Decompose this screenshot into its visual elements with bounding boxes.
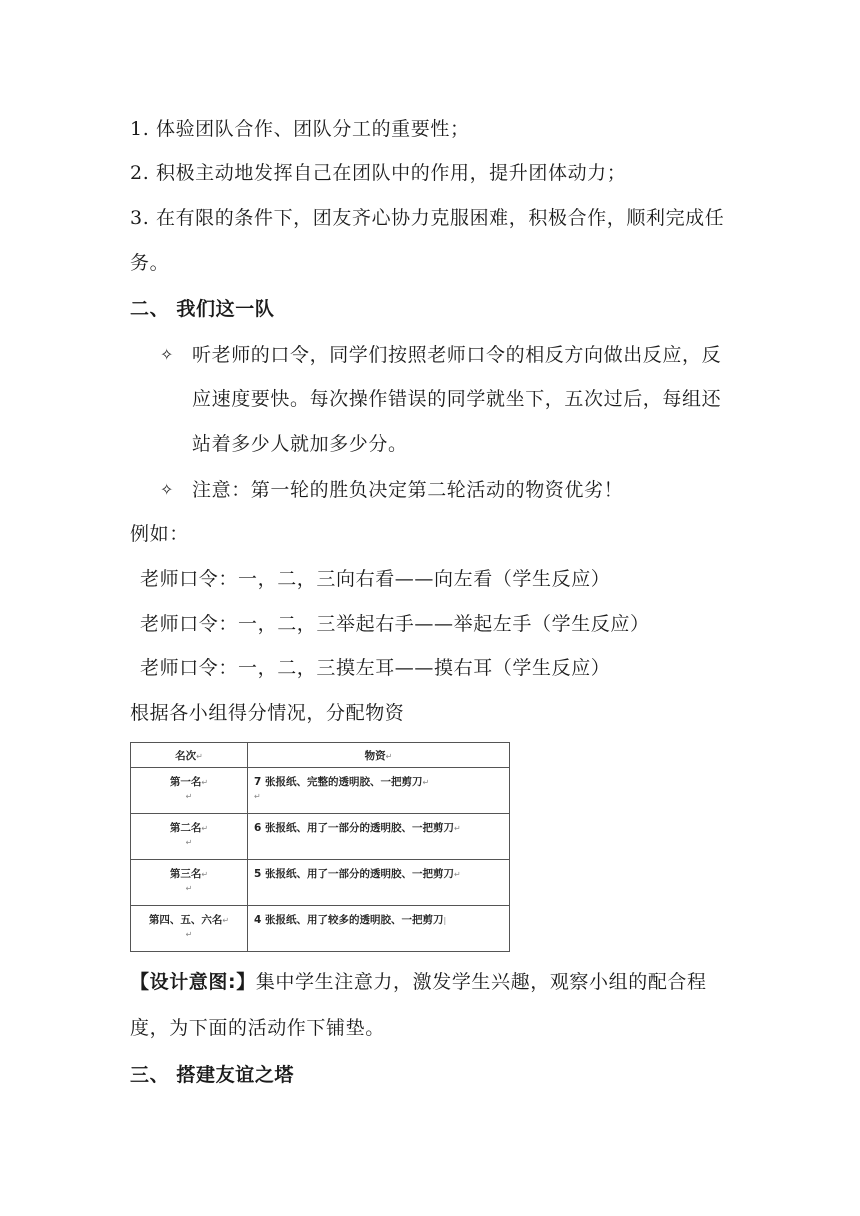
design-intent-text: 集中学生注意力，激发学生兴趣，观察小组的配合程 <box>255 971 707 993</box>
table-header-supplies: 物资↵ <box>248 743 510 768</box>
table-cell-rank: 第四、五、六名↵ ↵ <box>131 906 248 952</box>
example-2: 老师口令：一，二，三举起右手——举起左手（学生反应） <box>140 613 650 635</box>
section-heading-3: 三、 搭建友谊之塔 <box>130 1064 295 1086</box>
design-intent-label: 【设计意图:】 <box>130 971 256 993</box>
example-3: 老师口令：一，二，三摸左耳——摸右耳（学生反应） <box>140 657 611 679</box>
table-cell-supplies: 6 张报纸、用了一部分的透明胶、一把剪刀↵ <box>248 814 510 860</box>
table-row <box>131 814 510 860</box>
bullet-1-line-1: 听老师的口令，同学们按照老师口令的相反方向做出反应，反 <box>192 344 722 366</box>
table-row <box>131 906 510 952</box>
allocation-table <box>130 742 510 952</box>
table-header-row <box>131 743 510 768</box>
design-intent-line-1 <box>130 970 707 994</box>
objective-2: 2. 积极主动地发挥自己在团队中的作用，提升团体动力； <box>130 162 627 184</box>
diamond-bullet-icon: ✧ <box>160 480 174 499</box>
table-cell-rank: 第二名↵ ↵ <box>131 814 248 860</box>
table-cell-supplies: 5 张报纸、用了一部分的透明胶、一把剪刀↵ <box>248 860 510 906</box>
design-intent-line-2: 度，为下面的活动作下铺垫。 <box>130 1017 385 1039</box>
table-cell-rank: 第三名↵ ↵ <box>131 860 248 906</box>
bullet-1-line-2: 应速度要快。每次操作错误的同学就坐下，五次过后，每组还 <box>192 388 722 410</box>
table-row <box>131 768 510 814</box>
table-cell-supplies: 7 张报纸、完整的透明胶、一把剪刀↵ ↵ <box>248 768 510 814</box>
example-1: 老师口令：一，二，三向右看——向左看（学生反应） <box>140 568 611 590</box>
table-header-rank: 名次↵ <box>131 743 248 768</box>
objective-3: 3. 在有限的条件下，团友齐心协力克服困难，积极合作，顺利完成任 <box>130 207 725 229</box>
allocation-intro: 根据各小组得分情况，分配物资 <box>130 702 405 724</box>
table-row <box>131 860 510 906</box>
bullet-1-line-3: 站着多少人就加多少分。 <box>192 433 408 455</box>
example-label: 例如： <box>130 523 189 545</box>
table-cell-rank: 第一名↵ ↵ <box>131 768 248 814</box>
objective-3-continued: 务。 <box>130 252 170 274</box>
objective-1: 1. 体验团队合作、团队分工的重要性； <box>130 118 470 140</box>
diamond-bullet-icon: ✧ <box>160 345 174 364</box>
section-heading-2: 二、 我们这一队 <box>130 298 275 320</box>
table-cell-supplies: 4 张报纸、用了较多的透明胶、一把剪刀| <box>248 906 510 952</box>
bullet-2-note: 注意：第一轮的胜负决定第二轮活动的物资优劣！ <box>192 479 624 501</box>
